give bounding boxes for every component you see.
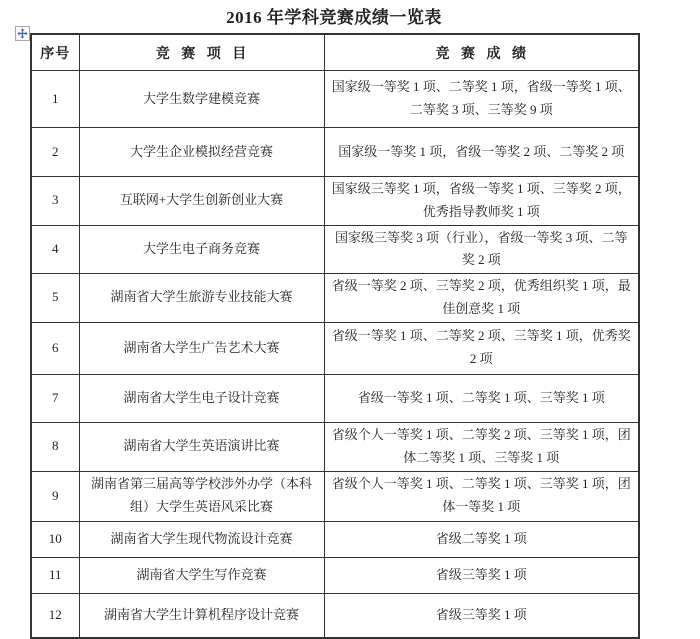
cell-result: 省级三等奖 1 项 [324, 593, 639, 638]
table-row [31, 71, 639, 128]
cell-no: 9 [31, 471, 79, 521]
cell-item: 湖南省大学生写作竞赛 [79, 557, 324, 593]
table-row [31, 422, 639, 471]
cell-no: 2 [31, 128, 79, 177]
cell-item: 湖南省大学生现代物流设计竞赛 [79, 521, 324, 557]
table-row [31, 557, 639, 593]
cell-item: 湖南省大学生广告艺术大赛 [79, 322, 324, 374]
column-header-result: 竞 赛 成 绩 [324, 34, 639, 71]
cell-result: 省级二等奖 1 项 [324, 521, 639, 557]
cell-item: 湖南省大学生电子设计竞赛 [79, 374, 324, 422]
cell-no: 5 [31, 274, 79, 323]
cell-result: 国家级一等奖 1 项、二等奖 1 项，省级一等奖 1 项、二等奖 3 项、三等奖 9 项 [324, 71, 639, 128]
cell-no: 11 [31, 557, 79, 593]
table-move-handle[interactable] [15, 26, 30, 41]
cell-result: 省级一等奖 1 项、二等奖 2 项、三等奖 1 项，优秀奖 2 项 [324, 322, 639, 374]
cell-no: 8 [31, 422, 79, 471]
column-header-item: 竞 赛 项 目 [79, 34, 324, 71]
table-row [31, 471, 639, 521]
cell-item: 大学生企业模拟经营竞赛 [79, 128, 324, 177]
table-row [31, 128, 639, 177]
table-row [31, 225, 639, 274]
cell-result: 省级个人一等奖 1 项、二等奖 2 项、三等奖 1 项，团体二等奖 1 项、三等奖 1 项 [324, 422, 639, 471]
cell-result: 省级一等奖 1 项、二等奖 1 项、三等奖 1 项 [324, 374, 639, 422]
table-row [31, 374, 639, 422]
cell-no: 3 [31, 177, 79, 226]
column-header-no: 序号 [31, 34, 79, 71]
cell-result: 国家级三等奖 1 项，省级一等奖 1 项、三等奖 2 项，优秀指导教师奖 1 项 [324, 177, 639, 226]
cell-item: 大学生电子商务竞赛 [79, 225, 324, 274]
cell-item: 大学生数学建模竞赛 [79, 71, 324, 128]
table-row [31, 177, 639, 226]
results-table-body [31, 71, 639, 639]
table-row [31, 593, 639, 638]
cell-item: 湖南省大学生计算机程序设计竞赛 [79, 593, 324, 638]
cell-result: 省级个人一等奖 1 项、二等奖 1 项、三等奖 1 项，团体一等奖 1 项 [324, 471, 639, 521]
results-table [30, 33, 640, 639]
cell-no: 6 [31, 322, 79, 374]
move-cross-icon [17, 28, 28, 39]
table-row [31, 274, 639, 323]
cell-result: 国家级一等奖 1 项，省级一等奖 2 项、二等奖 2 项 [324, 128, 639, 177]
table-header-row [31, 34, 639, 71]
cell-no: 10 [31, 521, 79, 557]
cell-no: 4 [31, 225, 79, 274]
page-title: 2016 年学科竞赛成绩一览表 [226, 8, 442, 27]
cell-result: 省级一等奖 2 项、三等奖 2 项，优秀组织奖 1 项，最佳创意奖 1 项 [324, 274, 639, 323]
cell-result: 省级三等奖 1 项 [324, 557, 639, 593]
cell-no: 12 [31, 593, 79, 638]
cell-item: 湖南省大学生旅游专业技能大赛 [79, 274, 324, 323]
cell-no: 1 [31, 71, 79, 128]
cell-item: 湖南省大学生英语演讲比赛 [79, 422, 324, 471]
cell-result: 国家级三等奖 3 项（行业），省级一等奖 3 项、二等奖 2 项 [324, 225, 639, 274]
cell-item: 湖南省第三届高等学校涉外办学（本科组）大学生英语风采比赛 [79, 471, 324, 521]
cell-item: 互联网+大学生创新创业大赛 [79, 177, 324, 226]
table-row [31, 521, 639, 557]
cell-no: 7 [31, 374, 79, 422]
table-row [31, 322, 639, 374]
